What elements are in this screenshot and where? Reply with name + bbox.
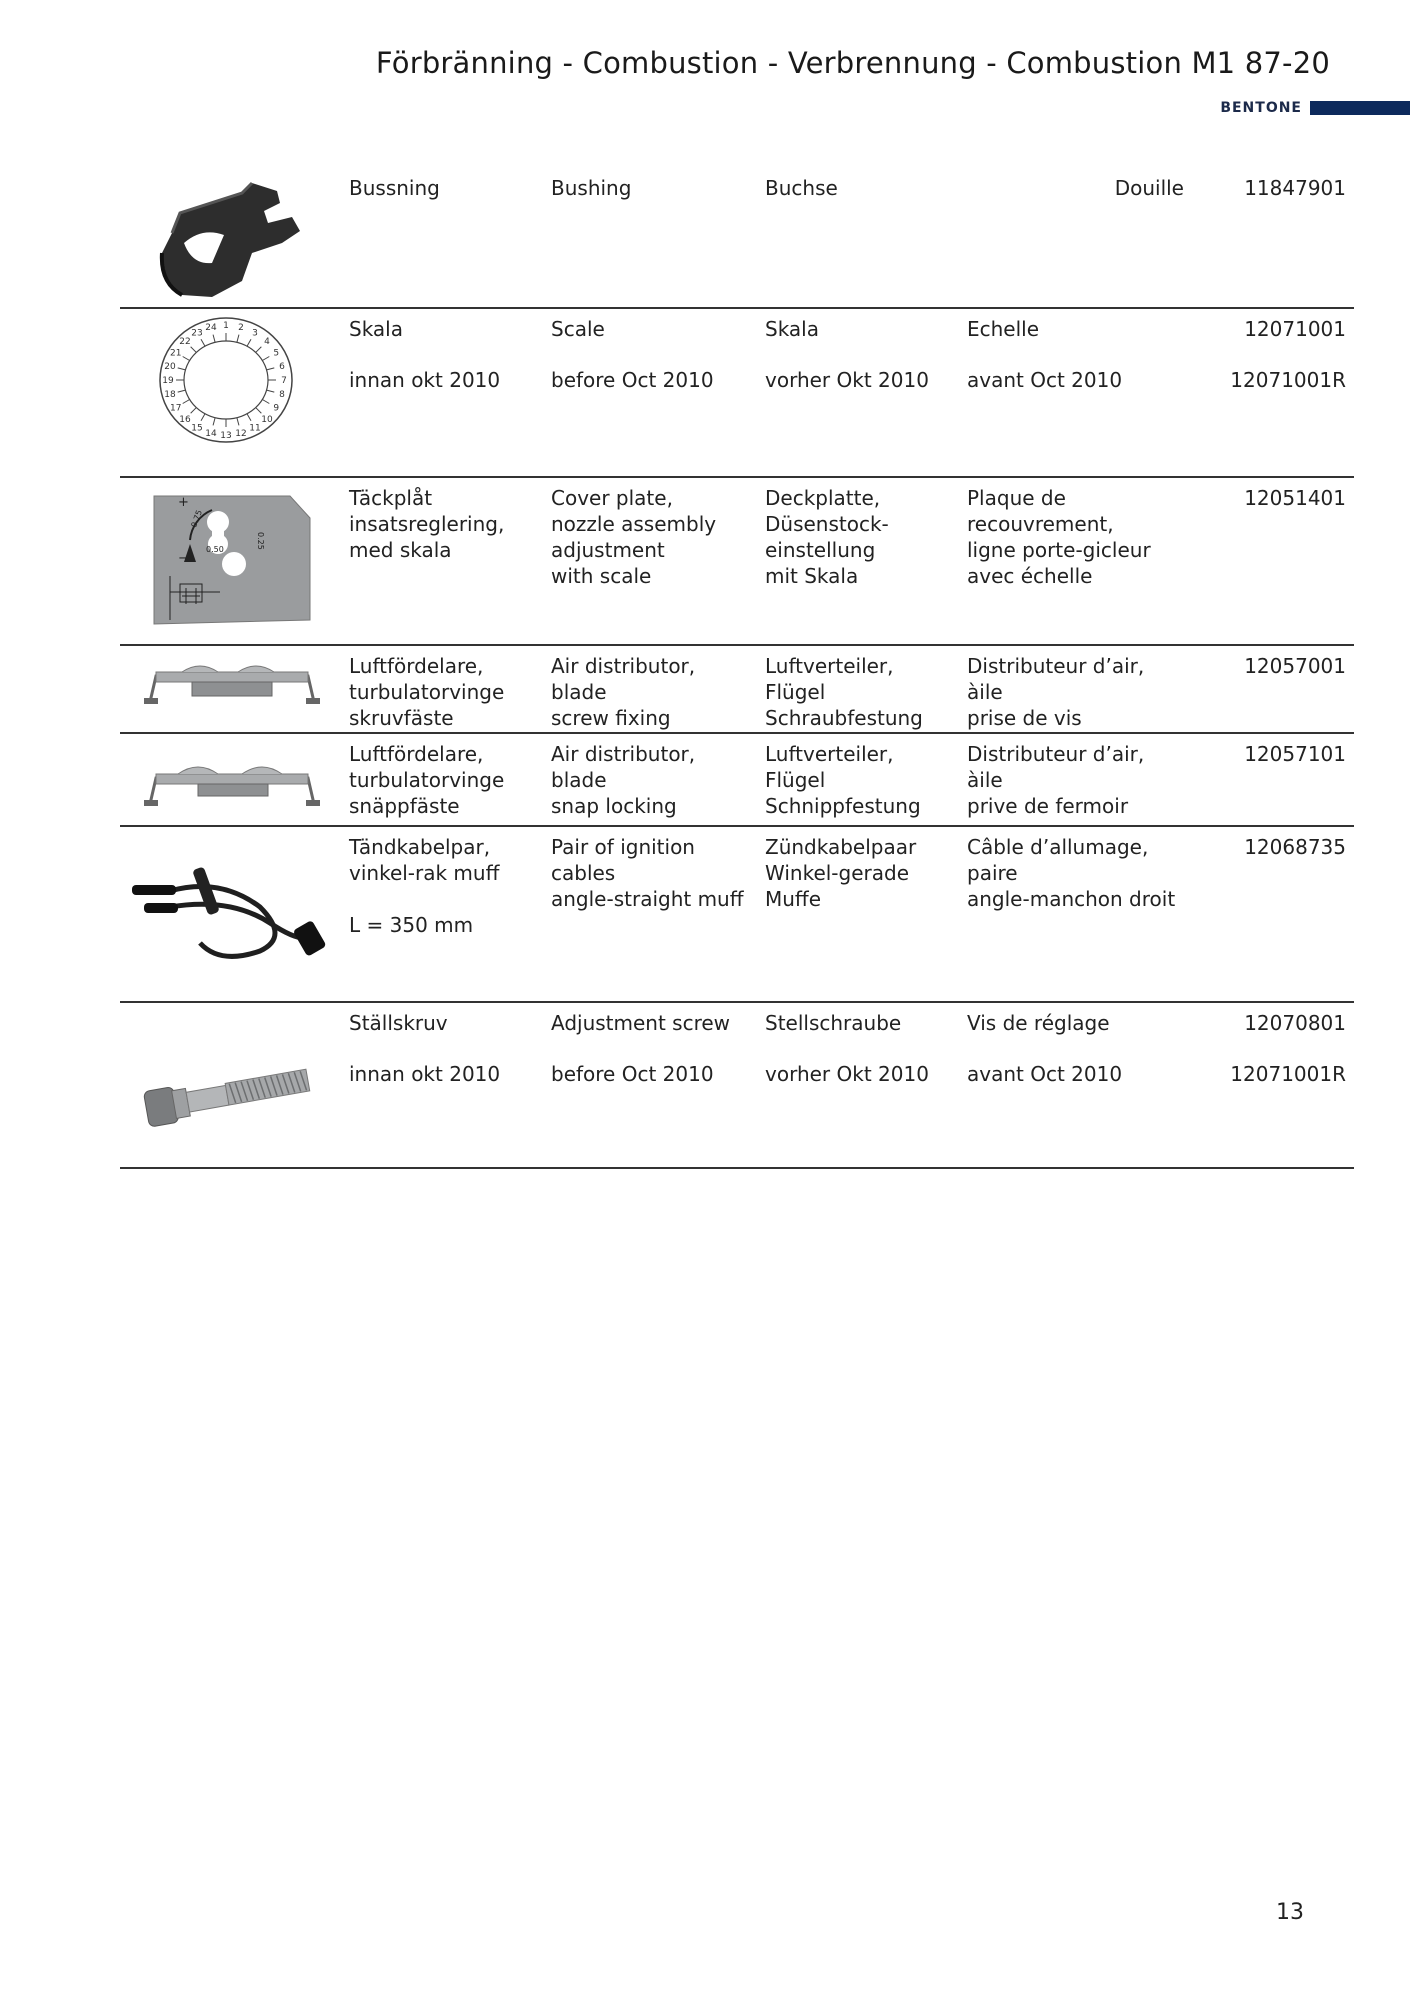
desc-fr: Distributeur d’air, àile prive de fermoir [967, 742, 1145, 818]
svg-text:+: + [178, 495, 189, 510]
desc-fr: Distributeur d’air, àile prise de vis [967, 654, 1145, 730]
page-title: Förbränning - Combustion - Verbrennung - Combustion M1 87-20 [375, 46, 1330, 80]
dial-label: 7 [281, 376, 287, 386]
dial-label: 21 [170, 348, 182, 359]
parts-table [120, 165, 1354, 1169]
svg-text:0.25: 0.25 [256, 532, 265, 550]
air-distributor-snap-icon [142, 756, 322, 820]
dial-tick [237, 418, 239, 426]
dial-tick [256, 408, 262, 414]
table-row [120, 646, 1354, 734]
desc-de: Luftverteiler, Flügel Schnippfestung [765, 742, 921, 818]
desc-de: Buchse [765, 176, 838, 200]
desc-sv: Tändkabelpar, vinkel-rak muff L = 350 mm [349, 835, 500, 937]
dial-tick [267, 390, 275, 392]
dial-label: 13 [220, 431, 232, 441]
desc-sv: Ställskruv [349, 1011, 448, 1035]
desc-sv: Skala [349, 317, 403, 341]
dial-tick [262, 400, 269, 404]
table-row [120, 827, 1354, 1003]
part-number: 12051401 [1244, 486, 1346, 510]
desc-en: Bushing [551, 176, 632, 200]
dial-tick [247, 339, 251, 346]
dial-label: 17 [170, 403, 182, 414]
dial-label: 20 [164, 361, 176, 372]
part-number-variant: 12071001R [1230, 1062, 1346, 1086]
dial-label: 4 [264, 337, 270, 348]
desc-de-variant: vorher Okt 2010 [765, 1062, 929, 1086]
dial-label: 18 [164, 390, 176, 401]
desc-de: Zündkabelpaar Winkel-gerade Muffe [765, 835, 917, 911]
dial-tick [237, 335, 239, 343]
dial-label: 22 [179, 337, 191, 348]
table-row [120, 478, 1354, 646]
desc-fr-variant: avant Oct 2010 [967, 368, 1123, 392]
part-number: 12070801 [1244, 1011, 1346, 1035]
dial-label: 16 [179, 414, 191, 425]
dial-label: 24 [205, 322, 217, 333]
dial-tick [247, 414, 251, 421]
dial-tick [191, 408, 197, 414]
svg-text:0.75: 0.75 [189, 508, 204, 529]
dial-tick [267, 368, 275, 370]
desc-en: Air distributor, blade snap locking [551, 742, 696, 818]
desc-de: Luftverteiler, Flügel Schraubfestung [765, 654, 923, 730]
bushing-icon [132, 173, 322, 305]
desc-fr: Douille [1114, 176, 1184, 200]
part-number: 12057101 [1244, 742, 1346, 766]
desc-sv-variant: innan okt 2010 [349, 368, 501, 392]
dial-label: 3 [252, 328, 258, 339]
desc-en: Scale [551, 317, 605, 341]
desc-fr: Plaque de recouvrement, ligne porte-gicleur avec échelle [967, 486, 1151, 588]
dial-label: 9 [273, 403, 280, 414]
desc-en: Air distributor, blade screw fixing [551, 654, 696, 730]
dial-label: 23 [191, 328, 203, 339]
dial-tick [191, 347, 197, 353]
desc-sv: Luftfördelare, turbulatorvinge snäppfäste [349, 742, 505, 818]
dial-tick [262, 357, 269, 361]
dial-tick [213, 335, 215, 343]
cover-plate-icon [150, 492, 315, 631]
svg-text:−: − [178, 551, 189, 566]
dial-label: 11 [249, 423, 261, 434]
brand-name: BENTONE [1220, 100, 1302, 116]
dial-label: 12 [235, 429, 247, 440]
dial-tick [183, 400, 190, 404]
dial-tick [183, 357, 190, 361]
part-number-variant: 12071001R [1230, 368, 1346, 392]
desc-de-variant: vorher Okt 2010 [765, 368, 929, 392]
dial-label: 19 [162, 376, 174, 386]
dial-tick [201, 339, 205, 346]
dial-label: 6 [279, 361, 285, 372]
desc-fr: Vis de réglage [967, 1011, 1110, 1035]
dial-label: 10 [261, 414, 273, 425]
desc-en: Cover plate, nozzle assembly adjustment with scale [551, 486, 717, 588]
desc-de: Deckplatte, Düsenstock- einstellung mit Skala [765, 486, 889, 588]
desc-sv: Bussning [349, 176, 440, 200]
dial-tick [201, 414, 205, 421]
ignition-cables-icon [130, 847, 330, 971]
part-number: 12068735 [1244, 835, 1346, 859]
brand-bar [1310, 101, 1410, 115]
desc-en: Pair of ignition cables angle-straight muff [551, 835, 744, 911]
part-number: 12071001 [1244, 317, 1346, 341]
desc-en-variant: before Oct 2010 [551, 368, 714, 392]
dial-label: 5 [273, 348, 280, 359]
dial-tick [178, 390, 186, 392]
desc-de: Skala [765, 317, 819, 341]
desc-de: Stellschraube [765, 1011, 902, 1035]
table-row [120, 165, 1354, 309]
svg-text:0.50: 0.50 [206, 545, 224, 554]
part-number: 11847901 [1244, 176, 1346, 200]
dial-label: 15 [191, 423, 203, 434]
adjustment-screw-icon [138, 1043, 318, 1137]
desc-sv-variant: innan okt 2010 [349, 1062, 501, 1086]
dial-tick [178, 368, 186, 370]
desc-fr-variant: avant Oct 2010 [967, 1062, 1123, 1086]
desc-fr: Echelle [967, 317, 1040, 341]
dial-label: 8 [279, 390, 285, 401]
page-number: 13 [1276, 1900, 1304, 1925]
part-number: 12057001 [1244, 654, 1346, 678]
dial-label: 1 [223, 321, 229, 331]
brand-logo [1220, 100, 1410, 116]
dial-tick [256, 347, 262, 353]
dial-label: 14 [205, 429, 217, 440]
table-row [120, 734, 1354, 827]
air-distributor-screw-icon [142, 658, 322, 722]
desc-fr: Câble d’allumage, paire angle-manchon droit [967, 835, 1176, 911]
scale-dial-icon [156, 315, 296, 449]
desc-en: Adjustment screw [551, 1011, 731, 1035]
dial-label: 2 [238, 322, 244, 333]
desc-sv: Täckplåt insatsreglering, med skala [349, 486, 505, 562]
dial-tick [213, 418, 215, 426]
desc-sv: Luftfördelare, turbulatorvinge skruvfäste [349, 654, 505, 730]
table-row [120, 1003, 1354, 1169]
desc-en-variant: before Oct 2010 [551, 1062, 714, 1086]
table-row [120, 309, 1354, 478]
